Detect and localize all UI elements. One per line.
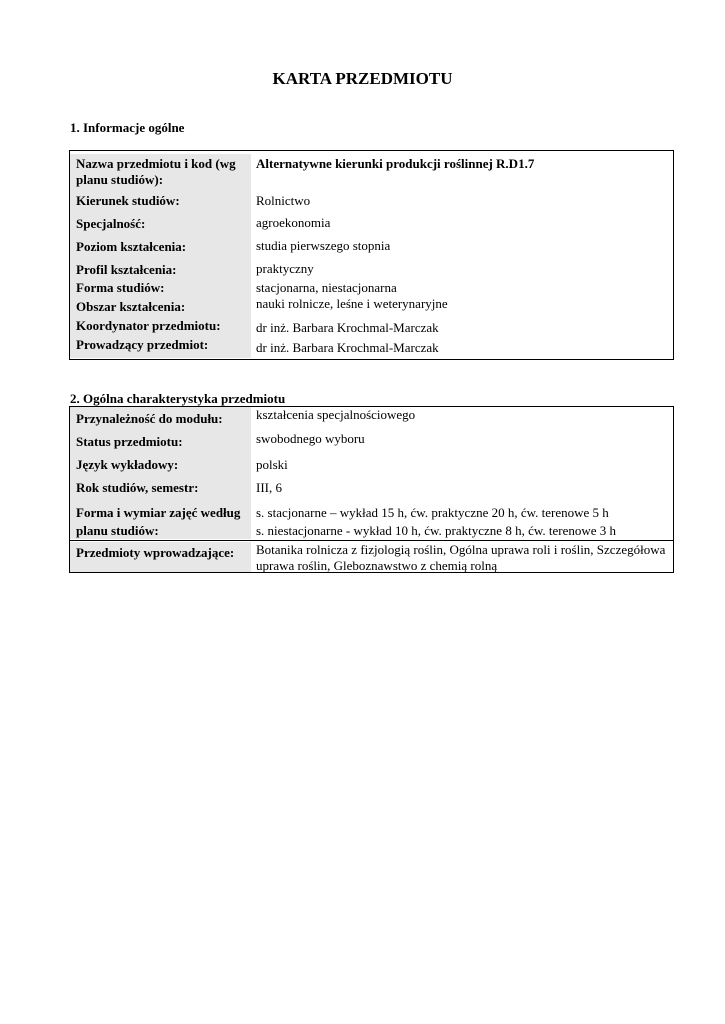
row-label: Kierunek studiów: — [70, 190, 251, 212]
class-hours-value — [256, 504, 669, 540]
row-value: studia pierwszego stopnia — [256, 238, 391, 253]
row-value: stacjonarna, niestacjonarna — [256, 280, 397, 295]
table-row — [70, 337, 673, 358]
table-row — [70, 190, 673, 212]
table-row — [70, 407, 673, 429]
row-value: praktyczny — [256, 261, 314, 276]
table-row — [70, 296, 673, 316]
row-value: agroekonomia — [256, 215, 331, 230]
general-info-table — [69, 150, 674, 360]
instructor-value: dr inż. Barbara Krochmal-Marczak — [256, 340, 439, 355]
table-row — [70, 258, 673, 278]
row-label: Rok studiów, semestr: — [70, 476, 251, 500]
row-label: Obszar kształcenia: — [70, 296, 251, 316]
row-label: Profil kształcenia: — [70, 258, 251, 278]
row-label: Status przedmiotu: — [70, 429, 251, 453]
full-time-hours: s. stacjonarne – wykład 15 h, ćw. praktyczne 20 h, ćw. terenowe 5 h — [256, 505, 609, 520]
table-row — [70, 154, 673, 190]
table-row — [70, 212, 673, 235]
row-label: Poziom kształcenia: — [70, 235, 251, 258]
row-value: Rolnictwo — [256, 193, 311, 208]
prerequisites-value: Botanika rolnicza z fizjologią roślin, Ogólna uprawa roli i roślin, Szczegółowa uprawa roślin, Gleboznawstwo z chemią rolną — [256, 542, 666, 573]
row-value: kształcenia specjalnościowego — [256, 407, 416, 422]
row-value: polski — [256, 457, 288, 472]
table-row — [70, 542, 673, 572]
table-divider — [70, 540, 673, 541]
row-label: Przedmioty wprowadzające: — [70, 542, 251, 572]
course-name-value: Alternatywne kierunki produkcji roślinnej R.D1.7 — [256, 156, 535, 171]
row-label: Prowadzący przedmiot: — [70, 337, 251, 358]
row-label: Język wykładowy: — [70, 453, 251, 476]
part-time-hours: s. niestacjonarne - wykład 10 h, ćw. praktyczne 8 h, ćw. terenowe 3 h — [256, 523, 617, 538]
table-row — [70, 235, 673, 258]
row-value: swobodnego wyboru — [256, 431, 365, 446]
row-label: Forma studiów: — [70, 278, 251, 296]
table-row — [70, 278, 673, 296]
coordinator-value: dr inż. Barbara Krochmal-Marczak — [256, 320, 439, 335]
table-row — [70, 453, 673, 476]
table-row — [70, 429, 673, 453]
row-label: Specjalność: — [70, 212, 251, 235]
row-label: Nazwa przedmiotu i kod (wg planu studiów): — [70, 154, 251, 190]
document-title: KARTA PRZEDMIOTU — [272, 69, 453, 88]
section-1-heading: 1. Informacje ogólne — [70, 120, 185, 135]
section-2-heading: 2. Ogólna charakterystyka przedmiotu — [70, 391, 286, 406]
table-row — [70, 316, 673, 337]
row-label: Przynależność do modułu: — [70, 407, 251, 429]
row-label: Koordynator przedmiotu: — [70, 316, 251, 337]
row-value: nauki rolnicze, leśne i weterynaryjne — [256, 296, 448, 311]
table-row — [70, 476, 673, 500]
row-value: III, 6 — [256, 480, 282, 495]
row-label: Forma i wymiar zajęć według planu studiów: — [70, 500, 251, 539]
course-characteristics-table — [69, 406, 674, 573]
table-row — [70, 500, 673, 539]
